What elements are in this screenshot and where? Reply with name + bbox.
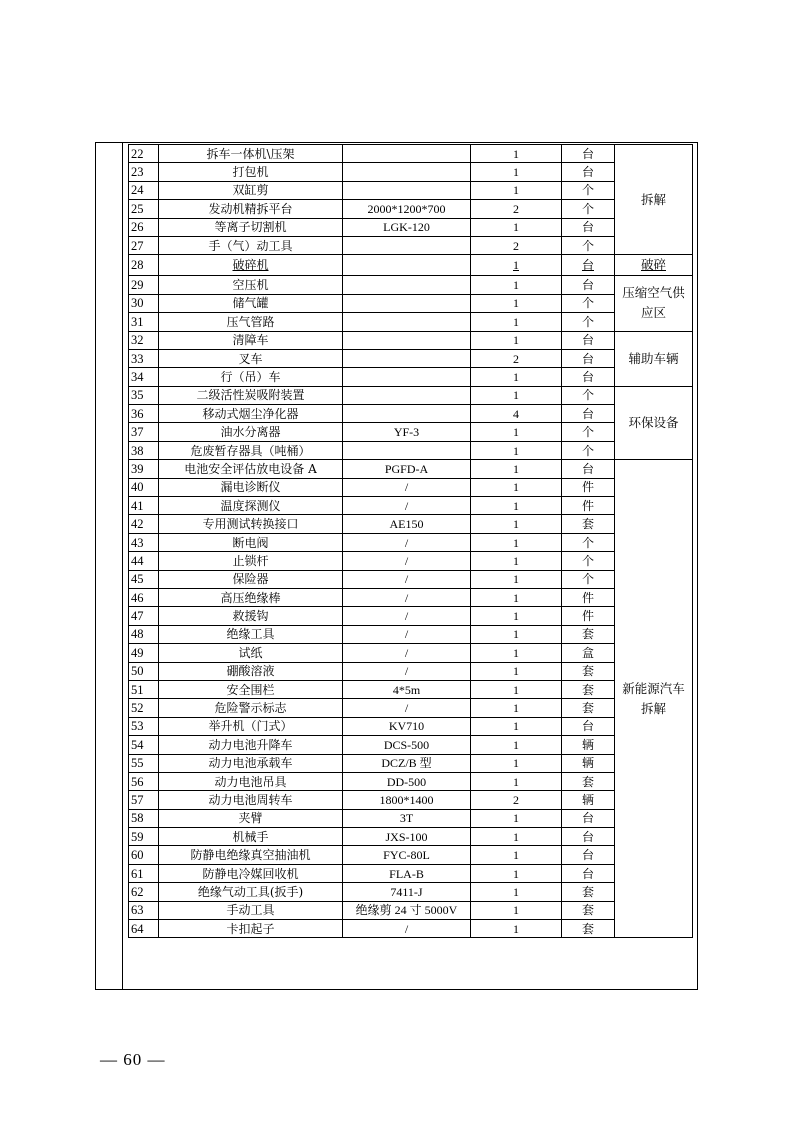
- equipment-name: 防静电绝缘真空抽油机: [159, 846, 343, 864]
- category-label-underlined: 破碎: [640, 257, 666, 273]
- equipment-unit: 件: [562, 607, 615, 625]
- equipment-unit: 套: [562, 772, 615, 790]
- equipment-quantity: 4: [471, 405, 562, 423]
- equipment-unit: 个: [562, 200, 615, 218]
- equipment-spec: [343, 276, 471, 294]
- row-number: 29: [129, 276, 159, 294]
- table-row: [129, 163, 693, 181]
- equipment-name: 叉车: [159, 349, 343, 367]
- row-number: 26: [129, 218, 159, 236]
- table-row: [129, 864, 693, 882]
- row-number: 50: [129, 662, 159, 680]
- equipment-spec: [343, 331, 471, 349]
- row-number: 55: [129, 754, 159, 772]
- equipment-name: 保险器: [159, 570, 343, 588]
- equipment-name: 卡扣起子: [159, 920, 343, 938]
- table-row: [129, 717, 693, 735]
- equipment-quantity: 1: [471, 423, 562, 441]
- equipment-quantity: 1: [471, 515, 562, 533]
- equipment-name: 救援钩: [159, 607, 343, 625]
- equipment-unit: 台: [562, 405, 615, 423]
- equipment-name: 空压机: [159, 276, 343, 294]
- row-number: 54: [129, 736, 159, 754]
- table-row: [129, 791, 693, 809]
- row-number: 42: [129, 515, 159, 533]
- table-row: [129, 349, 693, 367]
- table-row: [129, 736, 693, 754]
- equipment-name: 等离子切割机: [159, 218, 343, 236]
- equipment-name: 打包机: [159, 163, 343, 181]
- table-row: [129, 772, 693, 790]
- equipment-unit: 台: [562, 864, 615, 882]
- row-number: 51: [129, 680, 159, 698]
- category-group-cell: 环保设备: [615, 386, 693, 460]
- table-row: [129, 809, 693, 827]
- row-number: 62: [129, 883, 159, 901]
- equipment-spec: /: [343, 552, 471, 570]
- equipment-quantity: 1: [471, 717, 562, 735]
- row-number: 45: [129, 570, 159, 588]
- equipment-unit: 个: [562, 313, 615, 331]
- equipment-spec: YF-3: [343, 423, 471, 441]
- equipment-quantity: 1: [471, 294, 562, 312]
- row-number: 39: [129, 460, 159, 478]
- equipment-quantity: 2: [471, 791, 562, 809]
- table-row: [129, 331, 693, 349]
- equipment-name: 双缸剪: [159, 181, 343, 199]
- equipment-unit: 套: [562, 515, 615, 533]
- table-row: [129, 625, 693, 643]
- equipment-name: 安全围栏: [159, 680, 343, 698]
- equipment-unit: 台: [562, 828, 615, 846]
- equipment-unit: 台: [562, 276, 615, 294]
- table-row: [129, 441, 693, 459]
- equipment-quantity: 1: [471, 331, 562, 349]
- equipment-spec: /: [343, 570, 471, 588]
- equipment-quantity: 1: [471, 680, 562, 698]
- row-number: 43: [129, 533, 159, 551]
- table-row: [129, 515, 693, 533]
- table-row: [129, 236, 693, 254]
- table-row: [129, 644, 693, 662]
- equipment-quantity: 1: [471, 644, 562, 662]
- row-number: 34: [129, 368, 159, 386]
- equipment-spec: 2000*1200*700: [343, 200, 471, 218]
- equipment-name: 动力电池承载车: [159, 754, 343, 772]
- equipment-quantity: 1: [471, 754, 562, 772]
- equipment-spec: PGFD-A: [343, 460, 471, 478]
- equipment-name: 拆车一体机\压架: [159, 145, 343, 163]
- equipment-unit: 套: [562, 699, 615, 717]
- table-row: [129, 828, 693, 846]
- equipment-unit: 盒: [562, 644, 615, 662]
- equipment-name: 移动式烟尘净化器: [159, 405, 343, 423]
- row-number: 33: [129, 349, 159, 367]
- equipment-unit: 个: [562, 236, 615, 254]
- equipment-spec: 4*5m: [343, 680, 471, 698]
- equipment-name: 硼酸溶液: [159, 662, 343, 680]
- equipment-name: 动力电池吊具: [159, 772, 343, 790]
- row-number: 46: [129, 588, 159, 606]
- equipment-unit: 套: [562, 662, 615, 680]
- equipment-spec: LGK-120: [343, 218, 471, 236]
- equipment-name: 断电阀: [159, 533, 343, 551]
- equipment-unit-underlined: 台: [581, 258, 594, 273]
- equipment-quantity: 1: [471, 736, 562, 754]
- equipment-unit: 件: [562, 588, 615, 606]
- row-number: 38: [129, 441, 159, 459]
- table-row: [129, 588, 693, 606]
- row-number: 30: [129, 294, 159, 312]
- equipment-name: 止锁杆: [159, 552, 343, 570]
- equipment-quantity: 2: [471, 236, 562, 254]
- equipment-quantity: 1: [471, 552, 562, 570]
- equipment-quantity: 1: [471, 478, 562, 496]
- equipment-unit: 个: [562, 441, 615, 459]
- equipment-table-body: [129, 145, 693, 938]
- equipment-unit: 个: [562, 423, 615, 441]
- table-row: [129, 901, 693, 919]
- equipment-spec: [343, 386, 471, 404]
- equipment-name-underlined: 破碎机: [232, 258, 269, 273]
- table-row: [129, 920, 693, 938]
- equipment-unit: 件: [562, 478, 615, 496]
- equipment-spec: /: [343, 625, 471, 643]
- table-row: [129, 570, 693, 588]
- table-row: [129, 145, 693, 163]
- equipment-name: 高压绝缘棒: [159, 588, 343, 606]
- equipment-unit: 台: [562, 368, 615, 386]
- table-row: [129, 699, 693, 717]
- equipment-quantity: 1: [471, 181, 562, 199]
- equipment-spec: /: [343, 478, 471, 496]
- row-number: 56: [129, 772, 159, 790]
- page-number: — 60 —: [100, 1050, 166, 1069]
- equipment-spec: AE150: [343, 515, 471, 533]
- row-number: 49: [129, 644, 159, 662]
- equipment-unit: 台: [562, 218, 615, 236]
- equipment-quantity: 1: [471, 497, 562, 515]
- equipment-unit: 套: [562, 920, 615, 938]
- equipment-name: 夹臂: [159, 809, 343, 827]
- row-number: 41: [129, 497, 159, 515]
- equipment-spec: /: [343, 920, 471, 938]
- table-row: [129, 405, 693, 423]
- equipment-spec: /: [343, 607, 471, 625]
- row-number: 64: [129, 920, 159, 938]
- category-group-cell: 新能源汽车拆解: [615, 460, 693, 938]
- equipment-quantity: 1: [471, 460, 562, 478]
- row-number: 59: [129, 828, 159, 846]
- equipment-name: 清障车: [159, 331, 343, 349]
- equipment-spec: /: [343, 699, 471, 717]
- table-row: [129, 386, 693, 404]
- equipment-name: [159, 255, 343, 276]
- equipment-name: 动力电池升降车: [159, 736, 343, 754]
- equipment-quantity: 1: [471, 533, 562, 551]
- equipment-quantity: 1: [471, 901, 562, 919]
- equipment-spec: /: [343, 497, 471, 515]
- equipment-quantity: 1: [471, 662, 562, 680]
- equipment-table: [128, 144, 693, 938]
- equipment-spec: [343, 349, 471, 367]
- equipment-spec: [343, 313, 471, 331]
- table-row: [129, 607, 693, 625]
- equipment-name: 防静电冷媒回收机: [159, 864, 343, 882]
- equipment-unit: 个: [562, 552, 615, 570]
- equipment-unit: 套: [562, 901, 615, 919]
- row-number: 27: [129, 236, 159, 254]
- equipment-unit: 个: [562, 533, 615, 551]
- equipment-unit: [562, 255, 615, 276]
- equipment-quantity: 1: [471, 828, 562, 846]
- equipment-unit: 台: [562, 717, 615, 735]
- equipment-unit: 个: [562, 181, 615, 199]
- equipment-unit: 件: [562, 497, 615, 515]
- row-number: 23: [129, 163, 159, 181]
- table-row: [129, 218, 693, 236]
- equipment-quantity: 1: [471, 920, 562, 938]
- row-number: 36: [129, 405, 159, 423]
- table-row: [129, 846, 693, 864]
- table-row: [129, 883, 693, 901]
- equipment-spec: [343, 255, 471, 276]
- row-number: 40: [129, 478, 159, 496]
- equipment-quantity: 1: [471, 864, 562, 882]
- table-row: [129, 313, 693, 331]
- equipment-spec: FYC-80L: [343, 846, 471, 864]
- category-group-cell: 辅助车辆: [615, 331, 693, 386]
- table-row: [129, 460, 693, 478]
- equipment-name: 危险警示标志: [159, 699, 343, 717]
- equipment-spec: /: [343, 588, 471, 606]
- equipment-name: 试纸: [159, 644, 343, 662]
- table-row: [129, 478, 693, 496]
- equipment-name: 温度探测仪: [159, 497, 343, 515]
- equipment-spec: 3T: [343, 809, 471, 827]
- equipment-name: 行（吊）车: [159, 368, 343, 386]
- equipment-spec: 绝缘剪 24 寸 5000V: [343, 901, 471, 919]
- row-number: 48: [129, 625, 159, 643]
- row-number: 58: [129, 809, 159, 827]
- equipment-spec: /: [343, 644, 471, 662]
- table-left-margin-column: [95, 142, 123, 990]
- equipment-spec: /: [343, 533, 471, 551]
- equipment-spec: 1800*1400: [343, 791, 471, 809]
- equipment-spec: FLA-B: [343, 864, 471, 882]
- equipment-unit: 台: [562, 163, 615, 181]
- row-number: 25: [129, 200, 159, 218]
- equipment-name: 绝缘工具: [159, 625, 343, 643]
- equipment-unit: 套: [562, 625, 615, 643]
- equipment-spec: /: [343, 662, 471, 680]
- row-number: 44: [129, 552, 159, 570]
- equipment-quantity: 1: [471, 145, 562, 163]
- table-row: [129, 662, 693, 680]
- equipment-name: 油水分离器: [159, 423, 343, 441]
- row-number: 31: [129, 313, 159, 331]
- equipment-name: 二级活性炭吸附装置: [159, 386, 343, 404]
- equipment-quantity: 1: [471, 313, 562, 331]
- equipment-spec: 7411-J: [343, 883, 471, 901]
- row-number: 60: [129, 846, 159, 864]
- row-number: 47: [129, 607, 159, 625]
- equipment-unit: 辆: [562, 791, 615, 809]
- equipment-unit: 套: [562, 680, 615, 698]
- equipment-quantity: 1: [471, 588, 562, 606]
- equipment-quantity: 2: [471, 200, 562, 218]
- table-row: [129, 276, 693, 294]
- equipment-unit: 个: [562, 386, 615, 404]
- equipment-spec: [343, 145, 471, 163]
- table-row: [129, 294, 693, 312]
- row-number: 63: [129, 901, 159, 919]
- equipment-name: 专用测试转换接口: [159, 515, 343, 533]
- equipment-quantity: [471, 255, 562, 276]
- equipment-spec: [343, 294, 471, 312]
- equipment-quantity: 1: [471, 809, 562, 827]
- equipment-unit: 个: [562, 294, 615, 312]
- equipment-quantity: 1: [471, 883, 562, 901]
- equipment-quantity: 1: [471, 386, 562, 404]
- equipment-spec: [343, 236, 471, 254]
- table-row: [129, 552, 693, 570]
- equipment-spec: DCS-500: [343, 736, 471, 754]
- table-row: [129, 423, 693, 441]
- equipment-unit: 台: [562, 349, 615, 367]
- table-row: [129, 200, 693, 218]
- table-row: [129, 181, 693, 199]
- equipment-unit: 个: [562, 570, 615, 588]
- equipment-spec: JXS-100: [343, 828, 471, 846]
- row-number: 61: [129, 864, 159, 882]
- table-row: [129, 680, 693, 698]
- equipment-quantity: 1: [471, 607, 562, 625]
- equipment-name: 动力电池周转车: [159, 791, 343, 809]
- equipment-quantity: 1: [471, 218, 562, 236]
- equipment-quantity: 1: [471, 570, 562, 588]
- table-row: [129, 497, 693, 515]
- equipment-spec: [343, 405, 471, 423]
- equipment-name: 发动机精拆平台: [159, 200, 343, 218]
- equipment-name: 手（气）动工具: [159, 236, 343, 254]
- equipment-quantity: 1: [471, 276, 562, 294]
- equipment-quantity: 1: [471, 163, 562, 181]
- equipment-spec: [343, 441, 471, 459]
- row-number: 32: [129, 331, 159, 349]
- category-group-cell: 压缩空气供应区: [615, 276, 693, 331]
- row-number: 24: [129, 181, 159, 199]
- equipment-name: 手动工具: [159, 901, 343, 919]
- row-number: 28: [129, 255, 159, 276]
- equipment-unit: 台: [562, 846, 615, 864]
- equipment-spec: [343, 163, 471, 181]
- equipment-spec: DD-500: [343, 772, 471, 790]
- equipment-spec: KV710: [343, 717, 471, 735]
- equipment-quantity: 1: [471, 441, 562, 459]
- equipment-name: 机械手: [159, 828, 343, 846]
- table-row: [129, 533, 693, 551]
- category-group-cell: [615, 255, 693, 276]
- table-row: [129, 255, 693, 276]
- equipment-unit: 台: [562, 145, 615, 163]
- equipment-name: 储气罐: [159, 294, 343, 312]
- equipment-quantity-underlined: 1: [513, 258, 519, 273]
- equipment-quantity: 1: [471, 625, 562, 643]
- equipment-spec: DCZ/B 型: [343, 754, 471, 772]
- equipment-quantity: 2: [471, 349, 562, 367]
- row-number: 57: [129, 791, 159, 809]
- equipment-unit: 台: [562, 331, 615, 349]
- equipment-quantity: 1: [471, 368, 562, 386]
- table-row: [129, 368, 693, 386]
- equipment-quantity: 1: [471, 699, 562, 717]
- equipment-name: 举升机（门式）: [159, 717, 343, 735]
- row-number: 53: [129, 717, 159, 735]
- equipment-unit: 套: [562, 883, 615, 901]
- category-group-cell: 拆解: [615, 145, 693, 255]
- row-number: 52: [129, 699, 159, 717]
- equipment-spec: [343, 368, 471, 386]
- equipment-unit: 台: [562, 460, 615, 478]
- row-number: 35: [129, 386, 159, 404]
- equipment-name: 压气管路: [159, 313, 343, 331]
- equipment-quantity: 1: [471, 846, 562, 864]
- equipment-name: 危废暂存器具（吨桶）: [159, 441, 343, 459]
- row-number: 22: [129, 145, 159, 163]
- equipment-name: 电池安全评估放电设备 A: [159, 460, 343, 478]
- equipment-spec: [343, 181, 471, 199]
- equipment-quantity: 1: [471, 772, 562, 790]
- row-number: 37: [129, 423, 159, 441]
- table-row: [129, 754, 693, 772]
- equipment-unit: 辆: [562, 736, 615, 754]
- equipment-name: 漏电诊断仪: [159, 478, 343, 496]
- equipment-unit: 台: [562, 809, 615, 827]
- equipment-name: 绝缘气动工具(扳手): [159, 883, 343, 901]
- equipment-unit: 辆: [562, 754, 615, 772]
